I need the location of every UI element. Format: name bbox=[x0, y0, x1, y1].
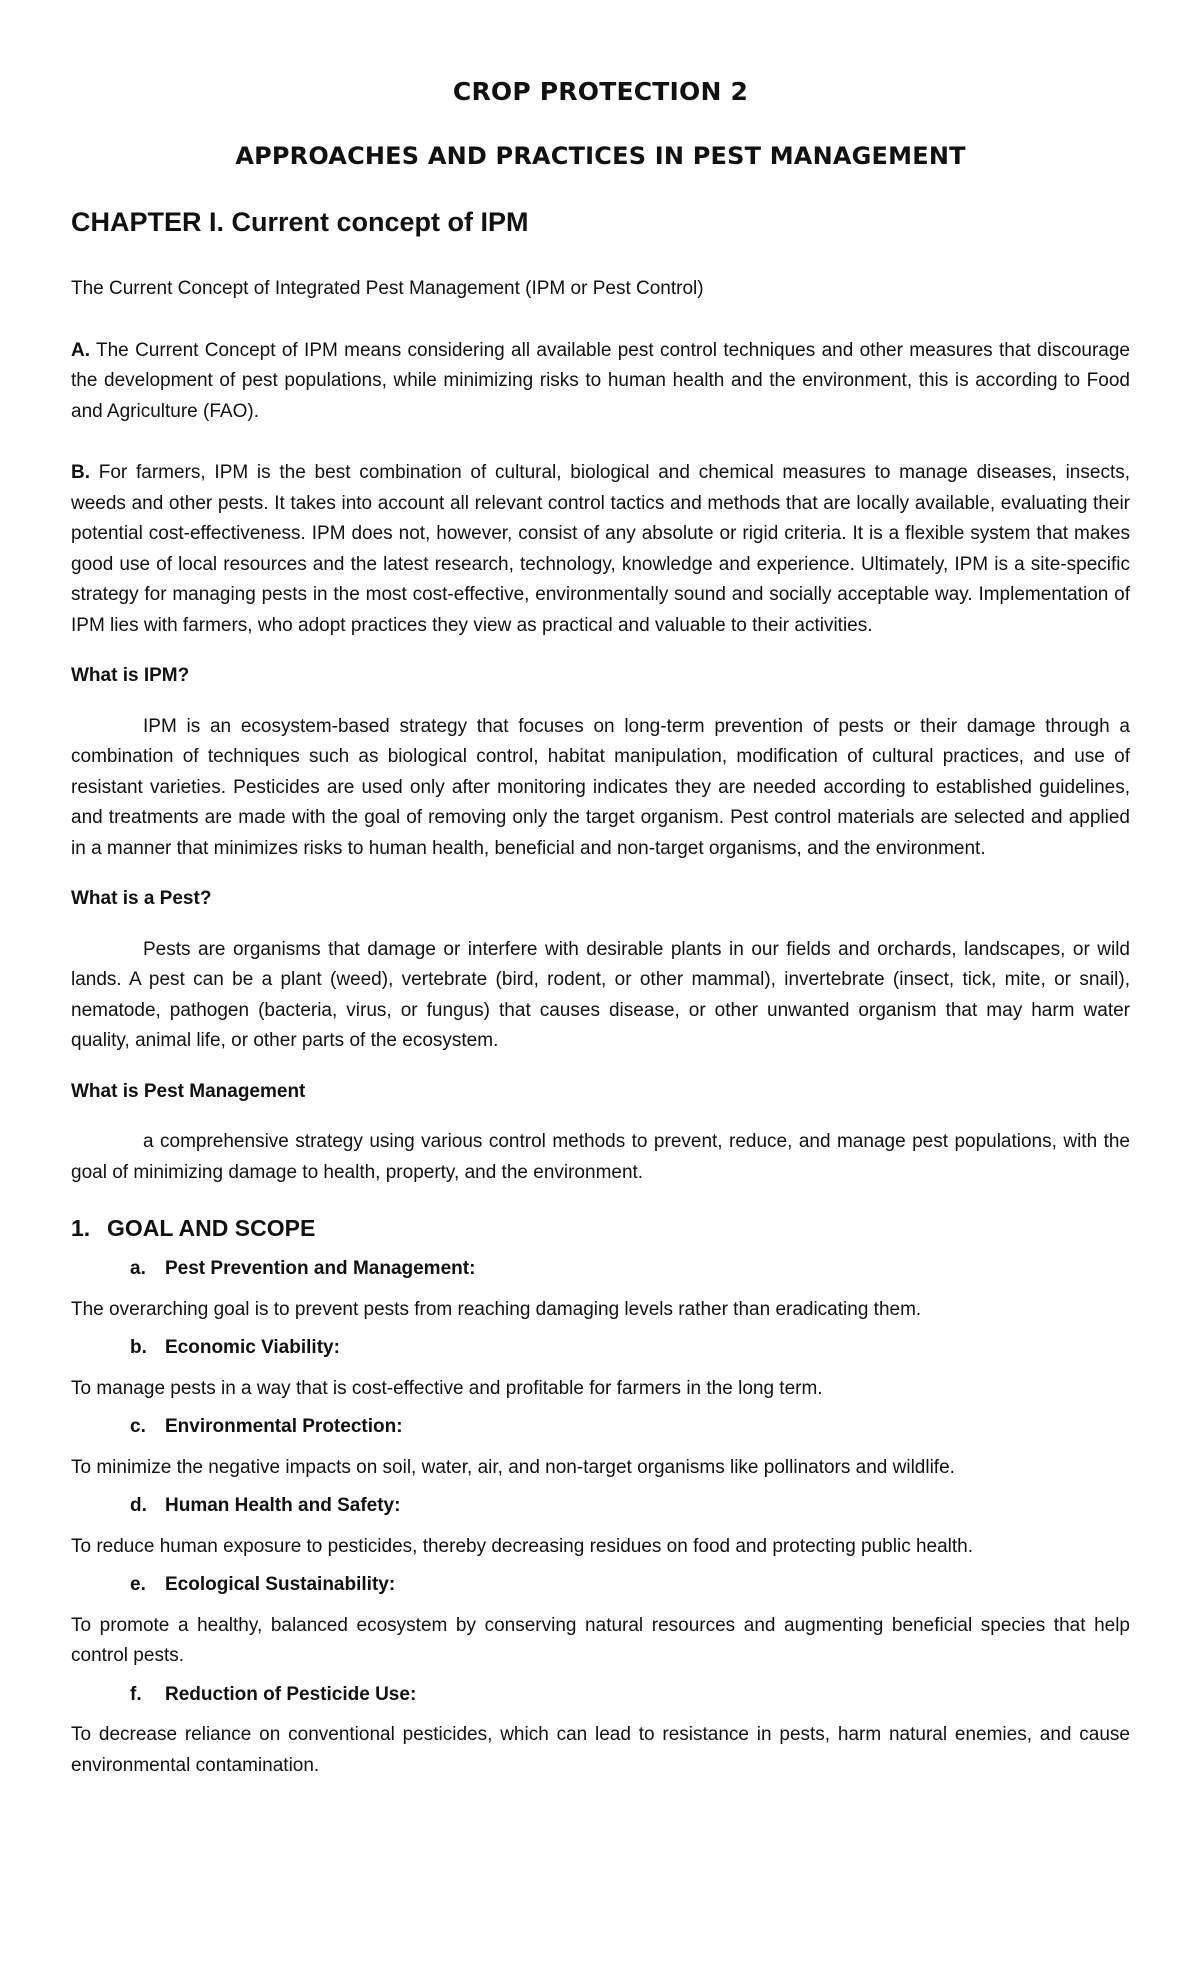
goal-item-letter: a. bbox=[130, 1258, 146, 1279]
section-title: GOAL AND SCOPE bbox=[107, 1215, 316, 1241]
what-is-ipm-text: IPM is an ecosystem-based strategy that focuses on long-term prevention of pests or their damage through a combination of techniques such as biological control, habitat manipulation, modification of cultural practices, and use of resistant varieties. Pesticides are used only after monitoring indicates they are needed according to established guidelines, and treatments are made with the goal of removing only the target organism. Pest control materials are selected and applied in a manner that minimizes risks to human health, beneficial and non-target organisms, and the environment. bbox=[71, 715, 1130, 859]
goal-item-label: Pest Prevention and Management: bbox=[165, 1258, 476, 1279]
what-is-pest-text: Pests are organisms that damage or interfere with desirable plants in our fields and orchards, landscapes, or wild lands. A pest can be a plant (weed), vertebrate (bird, rodent, or other mammal), invertebrate (insect, tick, mite, or snail), nematode, pathogen (bacteria, virus, or fungus) that causes disease, or other unwanted organism that may harm water quality, animal life, or other parts of the ecosystem. bbox=[71, 938, 1130, 1051]
what-is-pest-management-text: a comprehensive strategy using various control methods to prevent, reduce, and manage pest populations, with the goal of minimizing damage to health, property, and the environment. bbox=[71, 1131, 1130, 1183]
goal-item-label: Ecological Sustainability: bbox=[165, 1574, 396, 1595]
goal-item-letter: d. bbox=[130, 1495, 147, 1516]
goal-item-title bbox=[71, 1412, 1130, 1443]
paragraph-a bbox=[71, 336, 1130, 428]
chapter-heading: CHAPTER I. Current concept of IPM bbox=[71, 207, 529, 237]
what-is-pest-management-heading: What is Pest Management bbox=[71, 1080, 306, 1102]
paragraph-a-text: The Current Concept of IPM means considering all available pest control techniques and other measures that discourage the development of pest populations, while minimizing risks to human health and the environment, this is according to Food and Agriculture (FAO). bbox=[71, 339, 1130, 422]
goal-item-title bbox=[71, 1680, 1130, 1711]
goal-item-letter: e. bbox=[130, 1574, 146, 1595]
goal-item-label: Environmental Protection: bbox=[165, 1416, 403, 1437]
goal-item-title bbox=[71, 1333, 1130, 1364]
paragraph-b bbox=[71, 458, 1130, 641]
paragraph-b-text: For farmers, IPM is the best combination of cultural, biological and chemical measures to manage diseases, insects, weeds and other pests. It takes into account all relevant control tactics and methods that are locally available, evaluating their potential cost-effectiveness. IPM does not, however, consist of any absolute or rigid criteria. It is a flexible system that makes good use of local resources and the latest research, technology, knowledge and experience. Ultimately, IPM is a site-specific strategy for managing pests in the most cost-effective, environmentally sound and socially acceptable way. Implementation of IPM lies with farmers, who adopt practices they view as practical and valuable to their activities. bbox=[71, 462, 1130, 636]
goal-item-label: Economic Viability: bbox=[165, 1337, 340, 1358]
goal-item-text: To promote a healthy, balanced ecosystem by conserving natural resources and augmenting beneficial species that help control pests. bbox=[71, 1614, 1130, 1666]
intro-line: The Current Concept of Integrated Pest Management (IPM or Pest Control) bbox=[71, 278, 704, 299]
goal-item-letter: b. bbox=[130, 1337, 147, 1358]
goal-item-text: To minimize the negative impacts on soil, water, air, and non-target organisms like pollinators and wildlife. bbox=[71, 1456, 955, 1478]
document-page bbox=[71, 70, 1130, 1781]
goal-item-title bbox=[71, 1254, 1130, 1285]
goal-item-title bbox=[71, 1570, 1130, 1601]
goal-list bbox=[71, 1254, 1130, 1781]
goal-item-text: To reduce human exposure to pesticides, thereby decreasing residues on food and protecting public health. bbox=[71, 1535, 974, 1557]
goal-item-letter: f. bbox=[130, 1683, 142, 1705]
paragraph-b-label: B. bbox=[71, 462, 90, 483]
section-number: 1. bbox=[71, 1215, 91, 1241]
paragraph-a-label: A. bbox=[71, 339, 90, 361]
goal-item-label: Human Health and Safety: bbox=[165, 1495, 401, 1516]
what-is-ipm-heading: What is IPM? bbox=[71, 665, 190, 686]
goal-item-title bbox=[71, 1491, 1130, 1522]
what-is-pest-heading: What is a Pest? bbox=[71, 888, 212, 909]
goal-item-text: The overarching goal is to prevent pests from reaching damaging levels rather than eradicating them. bbox=[71, 1298, 922, 1320]
goal-item-text: To decrease reliance on conventional pesticides, which can lead to resistance in pests, harm natural enemies, and cause environmental contamination. bbox=[71, 1724, 1130, 1776]
goal-item-text: To manage pests in a way that is cost-effective and profitable for farmers in the long term. bbox=[71, 1377, 823, 1399]
document-subtitle: APPROACHES AND PRACTICES IN PEST MANAGEMENT bbox=[235, 142, 966, 170]
goal-scope-heading bbox=[71, 1210, 1130, 1246]
goal-item-label: Reduction of Pesticide Use: bbox=[165, 1683, 417, 1705]
goal-item-letter: c. bbox=[130, 1416, 146, 1437]
document-title: CROP PROTECTION 2 bbox=[452, 77, 749, 106]
